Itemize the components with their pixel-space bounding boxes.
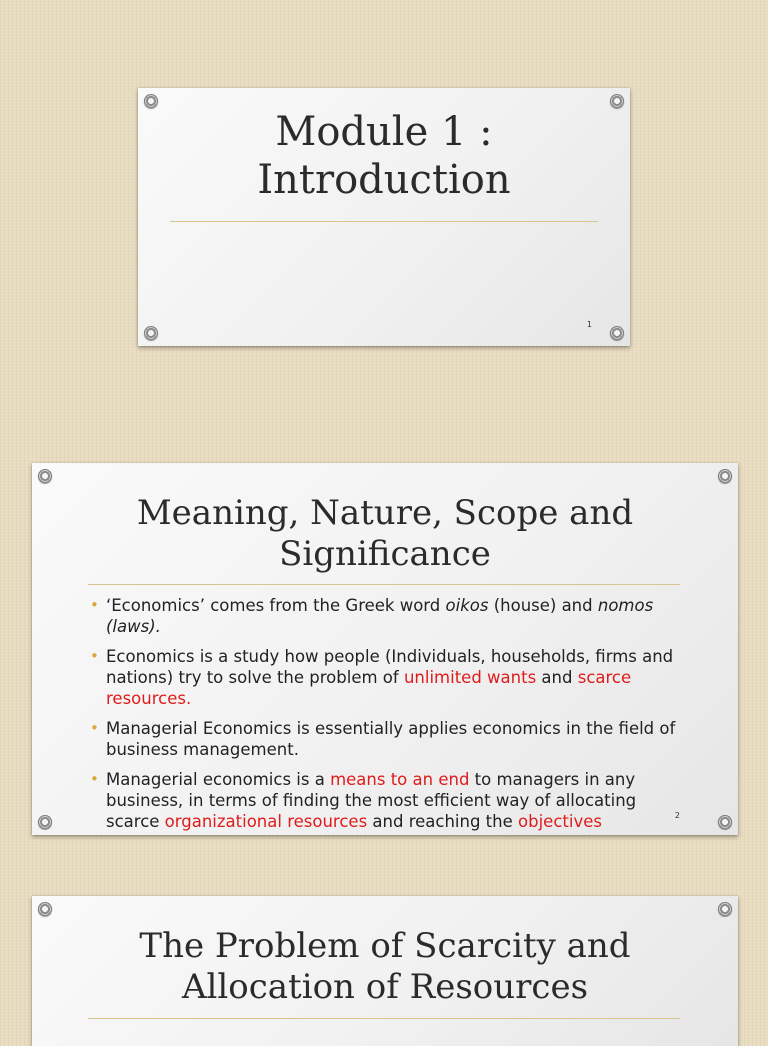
- pushpin-icon: [610, 94, 624, 108]
- pushpin-icon: [144, 94, 158, 108]
- pushpin-icon: [144, 326, 158, 340]
- pushpin-icon: [38, 469, 52, 483]
- pushpin-icon: [38, 815, 52, 829]
- title-divider: [170, 221, 598, 222]
- bullet-text: oikos: [445, 596, 489, 615]
- bullet-list: [90, 595, 688, 841]
- bullet-item: [90, 646, 688, 709]
- title-divider: [88, 584, 680, 585]
- bullet-text: and reaching the: [367, 812, 519, 831]
- bullet-text: ‘Economics’ comes from the Greek word: [106, 596, 446, 615]
- bullet-text: (house) and: [488, 596, 598, 615]
- bullet-item: [90, 595, 688, 637]
- bullet-text: unlimited wants: [403, 668, 537, 687]
- slide-title-line: Allocation of Resources: [181, 966, 589, 1007]
- bullet-text: nomos (laws).: [106, 596, 654, 636]
- slide-title-line: Meaning, Nature, Scope and: [136, 493, 634, 533]
- title-divider: [88, 1018, 680, 1019]
- bullet-item: [90, 769, 688, 832]
- bullet-text: organizational resources: [164, 812, 368, 831]
- bullet-text: and: [536, 668, 578, 687]
- bullet-text: objectives: [518, 812, 602, 831]
- slide-title: [32, 926, 738, 1008]
- pushpin-icon: [718, 902, 732, 916]
- slide-number: 1: [586, 320, 592, 329]
- bullet-text: scarce resources.: [106, 668, 632, 708]
- slide-title-line: Significance: [279, 533, 491, 574]
- pushpin-icon: [718, 815, 732, 829]
- pushpin-icon: [38, 902, 52, 916]
- bullet-item: [90, 718, 688, 760]
- slide-title-line: Module 1 :: [275, 109, 493, 155]
- slide-1[interactable]: [138, 88, 630, 346]
- slide-title: [32, 493, 738, 575]
- slide-title-line: The Problem of Scarcity and: [139, 926, 631, 966]
- slide-2[interactable]: [32, 463, 738, 835]
- slide-title: [138, 108, 630, 204]
- bullet-text: means to an end: [330, 770, 470, 789]
- slide-number: 2: [674, 811, 680, 820]
- bullet-text: Managerial economics is a: [106, 770, 331, 789]
- pushpin-icon: [718, 469, 732, 483]
- slide-title-line: Introduction: [257, 157, 511, 203]
- bullet-text: Economics is a study how people (Individuals, households, firms and nations) try to solve the problem of: [106, 647, 674, 687]
- bullet-text: to managers in any business, in terms of finding the most efficient way of allocating scarce: [106, 770, 637, 831]
- pushpin-icon: [610, 326, 624, 340]
- bullet-text: Managerial Economics is essentially applies economics in the field of business management.: [106, 719, 676, 759]
